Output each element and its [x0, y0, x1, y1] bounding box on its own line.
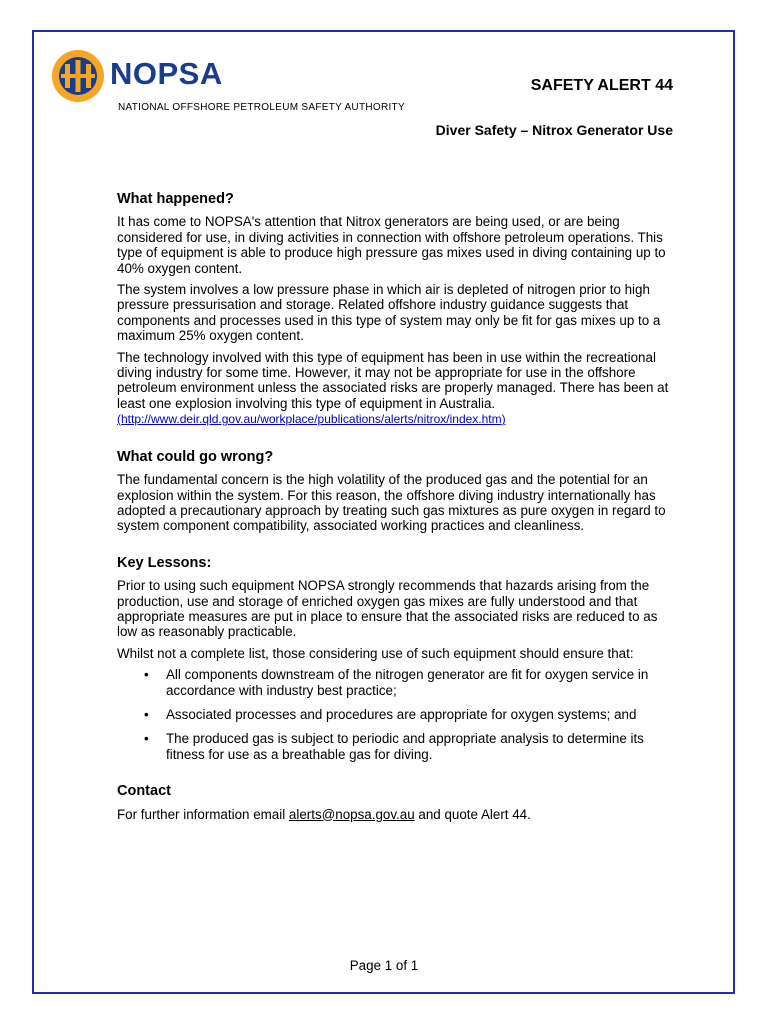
bullet: • [144, 731, 149, 747]
list-item-text: The produced gas is subject to periodic and appropriate analysis to determine its fitness for use as a breathable gas for diving. [166, 731, 644, 762]
alert-title: SAFETY ALERT 44 [530, 77, 673, 94]
bullet: • [144, 667, 149, 683]
heading-what-could-go-wrong: What could go wrong? [117, 448, 274, 465]
page-number: Page 1 of 1 [349, 958, 419, 973]
reference-link[interactable]: http://www.deir.qld.gov.au/workplace/publications/alerts/nitrox/index.htm [121, 412, 502, 427]
list-item [117, 667, 677, 698]
paragraph: The fundamental concern is the high volatility of the produced gas and the potential for an explosion within the system. For this reason, the offshore diving industry internationally has adopted a precautionary approach by treating such gas mixtures as pure oxygen in regard to system component compatibility, associated working practices and cleanliness. [117, 472, 666, 534]
document-body [117, 192, 677, 844]
list-item-text: Associated processes and procedures are appropriate for oxygen systems; and [166, 706, 637, 722]
paragraph: Prior to using such equipment NOPSA strongly recommends that hazards arising from the production, use and storage of enriched oxygen gas mixes are fully understood and that appropriate measures are put in place to ensure that the associated risks are reduced to as low as reasonably practicable. [117, 578, 658, 640]
section-what-could-go-wrong [117, 450, 677, 534]
paragraph [117, 350, 677, 428]
alert-subtitle: Diver Safety – Nitrox Generator Use [435, 122, 673, 138]
section-contact [117, 784, 677, 822]
paragraph: It has come to NOPSA's attention that Nitrox generators are being used, or are being considered for use, in diving activities in connection with offshore petroleum operations. This type of equipment is able to produce high pressure gas mixes used in diving containing up to 40% oxygen content. [117, 214, 666, 276]
section-key-lessons [117, 556, 677, 762]
bullet: • [144, 706, 149, 722]
contact-email-link[interactable]: alerts@nopsa.gov.au [288, 806, 415, 822]
heading-contact: Contact [117, 783, 171, 800]
list-item [117, 707, 677, 722]
paragraph: Whilst not a complete list, those considering use of such equipment should ensure that: [117, 645, 634, 661]
logo-crossbar [61, 74, 95, 78]
paragraph [117, 807, 677, 822]
paragraph: The system involves a low pressure phase in which air is depleted of nitrogen prior to high pressure pressurisation and storage. Related offshore industry guidance suggests that components and processes used in this type of system may only be fit for gas mixes up to a maximum 25% oxygen content. [117, 282, 661, 344]
org-name: NATIONAL OFFSHORE PETROLEUM SAFETY AUTHORITY [118, 102, 405, 113]
contact-text: For further information email [117, 806, 289, 822]
paragraph-text: The technology involved with this type of equipment has been in use within the recreational diving industry for some time. However, it may not be appropriate for use in the offshore petroleum environment unless the associated risks are properly managed. There has been at least one explosion involving this type of equipment in Australia. [117, 349, 669, 411]
link-close-paren: ) [501, 412, 506, 427]
list-item [117, 731, 677, 762]
heading-key-lessons: Key Lessons: [117, 554, 212, 571]
list-item-text: All components downstream of the nitrogen generator are fit for oxygen service in accordance with industry best practice; [166, 667, 649, 698]
section-what-happened [117, 192, 677, 428]
lessons-list [117, 667, 677, 762]
logo-text: NOPSA [110, 56, 223, 91]
link-open-paren: ( [117, 412, 121, 427]
contact-text: and quote Alert 44. [414, 806, 531, 822]
heading-what-happened: What happened? [117, 191, 234, 207]
